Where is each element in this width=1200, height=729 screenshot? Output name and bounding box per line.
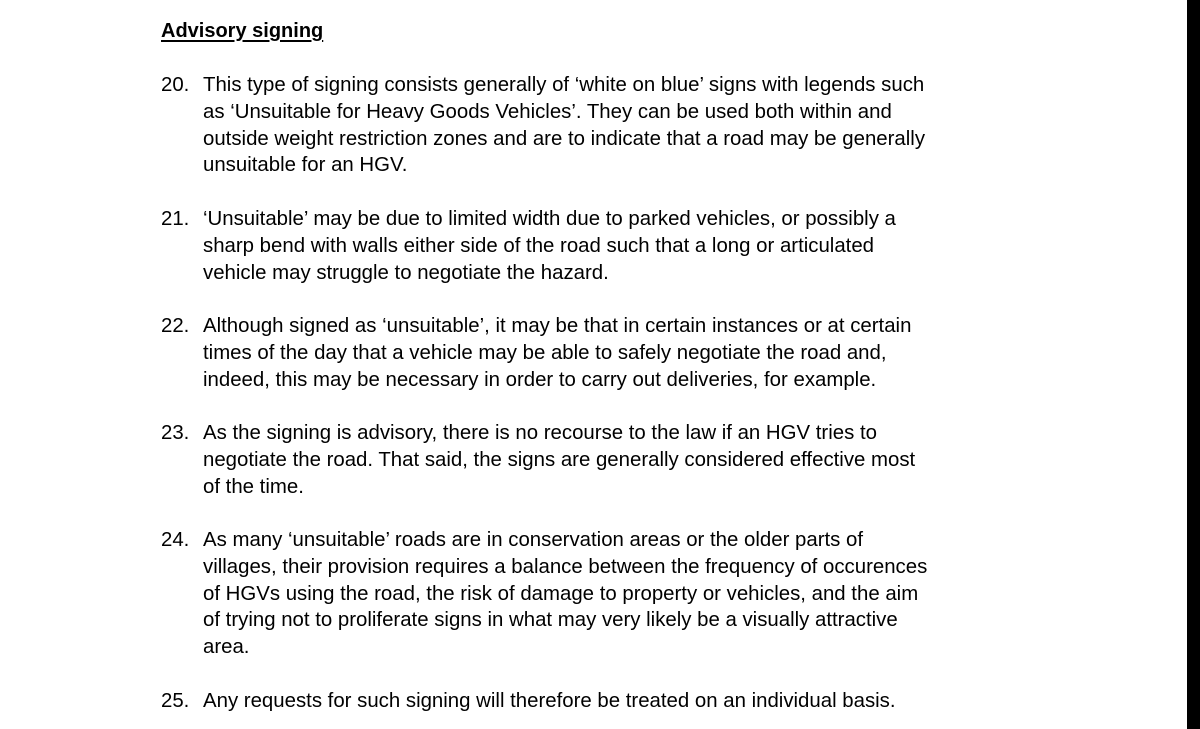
text-line: Although signed as ‘unsuitable’, it may be that in certain instances or at certain: [203, 315, 912, 337]
text-line: Any requests for such signing will therefore be treated on an individual basis.: [203, 690, 896, 712]
paragraph-21: [161, 206, 1041, 286]
paragraph-number: 25.: [161, 690, 190, 712]
paragraph-25: [161, 688, 1041, 715]
paragraph-text: [203, 313, 1041, 393]
paragraph-20: [161, 72, 1041, 179]
paragraph-text: [203, 206, 1041, 286]
text-line: vehicle may struggle to negotiate the hazard.: [203, 261, 609, 284]
text-line: times of the day that a vehicle may be able to safely negotiate the road and,: [203, 341, 887, 364]
text-line: area.: [203, 636, 250, 659]
text-line: As many ‘unsuitable’ roads are in conservation areas or the older parts of: [203, 529, 864, 551]
paragraph-24: [161, 527, 1041, 661]
text-line: outside weight restriction zones and are to indicate that a road may be generally: [203, 127, 926, 150]
text-line: as ‘Unsuitable for Heavy Goods Vehicles’. They can be used both within and: [203, 100, 892, 123]
paragraph-number: 20.: [161, 74, 190, 96]
text-line: ‘Unsuitable’ may be due to limited width due to parked vehicles, or possibly a: [203, 208, 896, 230]
paragraph-number: 24.: [161, 529, 190, 551]
paragraph-text: [203, 527, 1041, 661]
section-heading: Advisory signing: [161, 20, 324, 42]
paragraph-22: [161, 313, 1041, 393]
text-line: villages, their provision requires a balance between the frequency of occurences: [203, 555, 928, 578]
paragraph-number: 21.: [161, 208, 190, 230]
text-line: of trying not to proliferate signs in what may very likely be a visually attractive: [203, 609, 898, 632]
text-line: negotiate the road. That said, the signs are generally considered effective most: [203, 448, 916, 471]
text-line: of HGVs using the road, the risk of damage to property or vehicles, and the aim: [203, 582, 919, 605]
text-line: sharp bend with walls either side of the road such that a long or articulated: [203, 234, 875, 257]
text-line: unsuitable for an HGV.: [203, 154, 408, 177]
paragraph-number: 23.: [161, 422, 190, 444]
text-line: of the time.: [203, 475, 304, 498]
text-line: indeed, this may be necessary in order to carry out deliveries, for example.: [203, 368, 877, 391]
paragraph-text: [203, 420, 1041, 500]
paragraph-23: [161, 420, 1041, 500]
paragraph-text: [203, 72, 1041, 179]
text-line: As the signing is advisory, there is no recourse to the law if an HGV tries to: [203, 422, 877, 444]
text-line: This type of signing consists generally of ‘white on blue’ signs with legends such: [203, 74, 925, 96]
paragraph-text: [203, 688, 1041, 715]
paragraph-number: 22.: [161, 315, 190, 337]
